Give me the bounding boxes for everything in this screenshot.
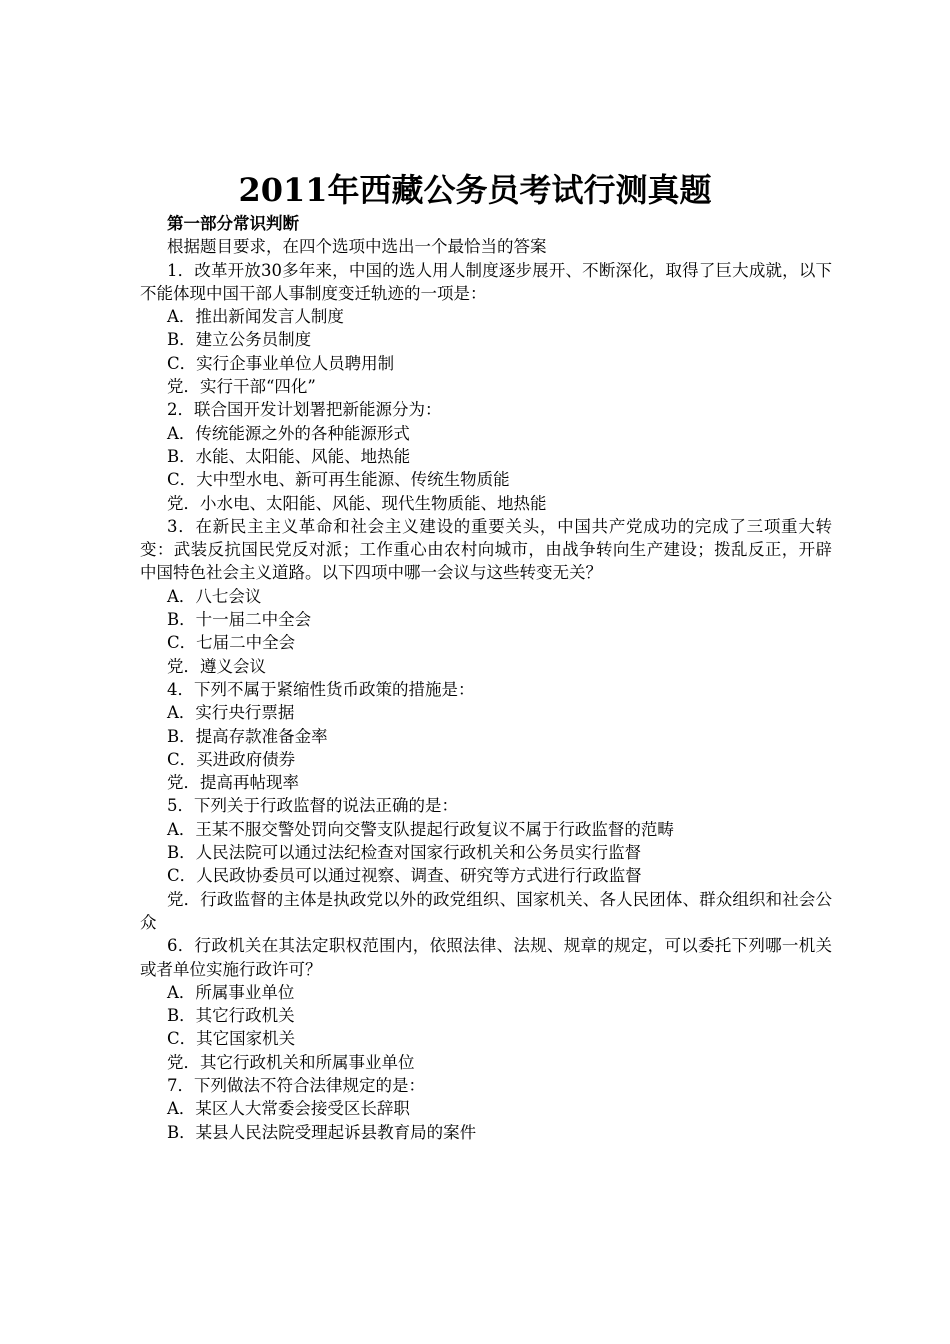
answer-option: B．提高存款准备金率 bbox=[167, 726, 328, 746]
answer-option: 党．行政监督的主体是执政党以外的政党组织、国家机关、各人民团体、群众组织和社会公众 bbox=[140, 889, 832, 932]
question-stem: 4．下列不属于紧缩性货币政策的措施是： bbox=[167, 679, 475, 699]
answer-option: C．人民政协委员可以通过视察、调查、研究等方式进行行政监督 bbox=[167, 866, 642, 886]
answer-option: A．某区人大常委会接受区长辞职 bbox=[167, 1099, 410, 1119]
answer-option: C．买进政府债券 bbox=[167, 749, 296, 769]
answer-option: B．人民法院可以通过法纪检查对国家行政机关和公务员实行监督 bbox=[167, 843, 642, 863]
answer-option: 党．提高再帖现率 bbox=[167, 773, 299, 793]
answer-option: 党．小水电、太阳能、风能、现代生物质能、地热能 bbox=[167, 493, 547, 513]
question-stem: 1．改革开放30多年来，中国的选人用人制度逐步展开、不断深化，取得了巨大成就，以下不能体现中国干部人事制度变迁轨迹的一项是： bbox=[140, 260, 832, 303]
question-stem: 6．行政机关在其法定职权范围内，依照法律、法规、规章的规定，可以委托下列哪一机关或者单位实施行政许可？ bbox=[140, 936, 832, 979]
answer-option: A．传统能源之外的各种能源形式 bbox=[167, 423, 410, 443]
answer-option: 党．实行干部“四化” bbox=[167, 377, 316, 397]
answer-option: A．八七会议 bbox=[167, 586, 262, 606]
answer-option: A．所属事业单位 bbox=[167, 982, 295, 1002]
question-stem: 3．在新民主主义革命和社会主义建设的重要关头，中国共产党成功的完成了三项重大转变：武装反抗国民党反对派；工作重心由农村向城市，由战争转向生产建设；拨乱反正，开辟中国特色社会主义道路。以下四项中哪一会议与这些转变无关？ bbox=[140, 516, 832, 583]
answer-option: B．十一届二中全会 bbox=[167, 610, 312, 630]
question-stem: 2．联合国开发计划署把新能源分为： bbox=[167, 400, 442, 420]
section-heading: 第一部分常识判断 bbox=[167, 214, 299, 233]
answer-option: A．实行央行票据 bbox=[167, 703, 295, 723]
answer-option: 党．遵义会议 bbox=[167, 656, 266, 676]
answer-option: A．推出新闻发言人制度 bbox=[167, 307, 344, 327]
answer-option: 党．其它行政机关和所属事业单位 bbox=[167, 1052, 415, 1072]
instruction-text: 根据题目要求，在四个选项中选出一个最恰当的答案 bbox=[167, 237, 547, 257]
answer-option: C．大中型水电、新可再生能源、传统生物质能 bbox=[167, 470, 510, 490]
answer-option: B．建立公务员制度 bbox=[167, 330, 312, 350]
answer-option: C．七届二中全会 bbox=[167, 633, 296, 653]
answer-option: A．王某不服交警处罚向交警支队提起行政复议不属于行政监督的范畴 bbox=[167, 819, 674, 839]
answer-option: B．其它行政机关 bbox=[167, 1006, 295, 1026]
answer-option: B．某县人民法院受理起诉县教育局的案件 bbox=[167, 1122, 477, 1142]
answer-option: C．实行企事业单位人员聘用制 bbox=[167, 353, 395, 373]
question-stem: 5．下列关于行政监督的说法正确的是： bbox=[167, 796, 458, 816]
document-title: 2011年西藏公务员考试行测真题 bbox=[238, 171, 712, 209]
document-body bbox=[140, 212, 832, 1144]
answer-option: B．水能、太阳能、风能、地热能 bbox=[167, 446, 411, 466]
question-stem: 7．下列做法不符合法律规定的是： bbox=[167, 1075, 425, 1095]
answer-option: C．其它国家机关 bbox=[167, 1029, 296, 1049]
